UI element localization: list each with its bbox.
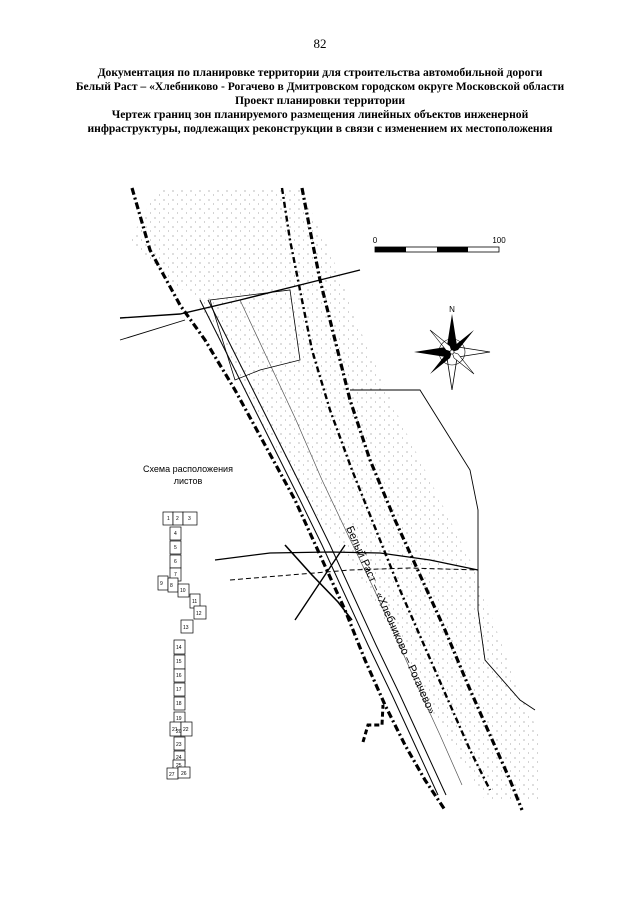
utility-line-top-2 (120, 320, 185, 340)
sheet-label: 6 (174, 559, 177, 565)
scale-start-label: 0 (372, 236, 378, 245)
sheet-label: 14 (176, 645, 182, 651)
sheet-label: 3 (188, 516, 191, 522)
sheet-label: 17 (176, 687, 182, 693)
sheet-label: 18 (176, 701, 182, 707)
sheet-label: 20 (176, 729, 182, 735)
sheet-label: 21 (172, 727, 178, 733)
sheet-label: 24 (176, 755, 182, 761)
title-line-1: Документация по планировке территории для строительства автомобильной дороги (97, 66, 543, 79)
sheet-label: 11 (192, 599, 198, 605)
sheet-label: 10 (180, 588, 186, 594)
north-label: N (449, 305, 455, 314)
schema-title-line-2: листов (173, 476, 203, 486)
sheet-label: 5 (174, 545, 177, 551)
title-line-2: Белый Раст – «Хлебниково - Рогачево в Дмитровском городском округе Московской области (75, 80, 565, 93)
sheet-label: 22 (183, 727, 189, 733)
title-line-5: инфраструктуры, подлежащих реконструкции в связи с изменением их местоположения (87, 122, 553, 135)
sheet-label: 8 (170, 583, 173, 589)
utility-diagonal (285, 545, 352, 620)
sheet-label: 26 (181, 771, 187, 777)
page-number: 82 (313, 36, 327, 51)
sheet-label: 16 (176, 673, 182, 679)
sheet-label: 1 (167, 516, 170, 522)
schema-title (128, 463, 248, 487)
sheet-label: 7 (174, 572, 177, 578)
scale-end-label: 100 (492, 236, 506, 245)
sheet-schema (158, 512, 206, 779)
road-label: Белый Раст – «Хлебниково – Рогачево» (343, 524, 438, 716)
sheet-label: 15 (176, 659, 182, 665)
title-line-4: Чертеж границ зон планируемого размещения линейных объектов инженерной (111, 108, 529, 121)
scale-bar (373, 236, 506, 252)
sheet-label: 12 (196, 611, 202, 617)
title-line-3: Проект планировки территории (234, 94, 406, 107)
sheet-label: 23 (176, 742, 182, 748)
sheet-label: 25 (176, 763, 182, 769)
schema-title-line-1: Схема расположения (143, 464, 233, 474)
sheet-label: 4 (174, 531, 177, 537)
sheet-label: 13 (183, 625, 189, 631)
reconstruction-zone-dashed (363, 705, 383, 742)
sheet-label: 19 (176, 716, 182, 722)
compass-rose-icon (414, 305, 490, 390)
sheet-label: 9 (160, 581, 163, 587)
sheet-label: 2 (176, 516, 179, 522)
sheet-label: 27 (169, 772, 175, 778)
